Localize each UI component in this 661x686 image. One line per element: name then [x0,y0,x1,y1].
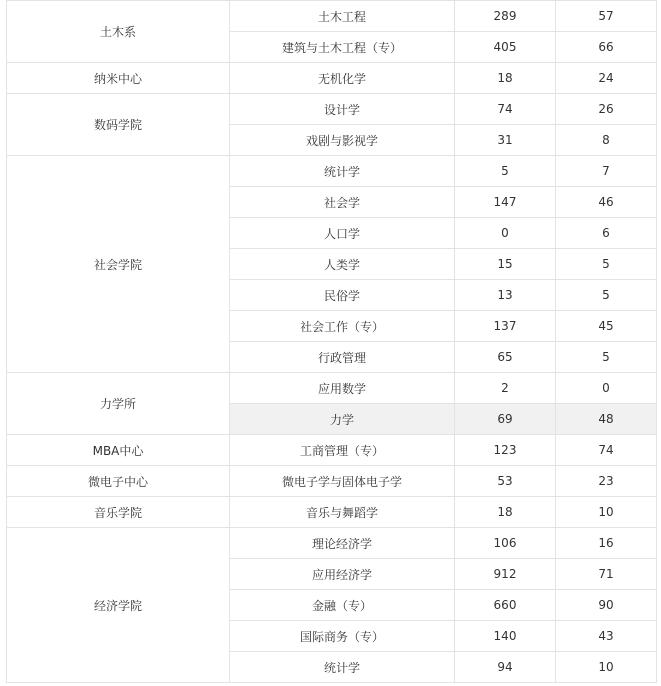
count-a-cell: 53 [455,466,556,497]
major-cell: 土木工程 [230,1,455,32]
count-a-cell: 289 [455,1,556,32]
major-cell: 设计学 [230,94,455,125]
count-b-cell: 90 [556,590,657,621]
count-b-cell: 66 [556,32,657,63]
major-cell: 应用经济学 [230,559,455,590]
table-row [7,94,657,125]
major-cell: 社会学 [230,187,455,218]
major-cell: 金融（专） [230,590,455,621]
major-cell: 行政管理 [230,342,455,373]
major-cell: 统计学 [230,652,455,683]
table-row [7,156,657,187]
count-b-cell: 48 [556,404,657,435]
count-a-cell: 15 [455,249,556,280]
count-a-cell: 106 [455,528,556,559]
table-row [7,528,657,559]
count-a-cell: 5 [455,156,556,187]
count-b-cell: 23 [556,466,657,497]
count-a-cell: 405 [455,32,556,63]
major-cell: 戏剧与影视学 [230,125,455,156]
count-b-cell: 45 [556,311,657,342]
count-a-cell: 2 [455,373,556,404]
major-cell: 国际商务（专） [230,621,455,652]
count-a-cell: 31 [455,125,556,156]
count-a-cell: 140 [455,621,556,652]
department-cell: 音乐学院 [7,497,230,528]
count-b-cell: 7 [556,156,657,187]
count-a-cell: 69 [455,404,556,435]
table-row [7,466,657,497]
department-cell: 经济学院 [7,528,230,683]
table-row [7,63,657,94]
major-cell: 民俗学 [230,280,455,311]
count-b-cell: 5 [556,280,657,311]
major-cell: 音乐与舞蹈学 [230,497,455,528]
count-b-cell: 10 [556,652,657,683]
count-b-cell: 8 [556,125,657,156]
table-row [7,1,657,32]
count-b-cell: 46 [556,187,657,218]
department-cell: 数码学院 [7,94,230,156]
count-b-cell: 26 [556,94,657,125]
department-cell: 土木系 [7,1,230,63]
major-cell: 建筑与土木工程（专） [230,32,455,63]
count-a-cell: 74 [455,94,556,125]
count-b-cell: 5 [556,249,657,280]
count-a-cell: 660 [455,590,556,621]
department-cell: 微电子中心 [7,466,230,497]
count-b-cell: 16 [556,528,657,559]
count-b-cell: 10 [556,497,657,528]
major-cell: 无机化学 [230,63,455,94]
count-a-cell: 123 [455,435,556,466]
count-a-cell: 0 [455,218,556,249]
count-a-cell: 13 [455,280,556,311]
table-body [7,1,657,683]
count-a-cell: 18 [455,497,556,528]
major-cell: 微电子学与固体电子学 [230,466,455,497]
count-b-cell: 24 [556,63,657,94]
count-b-cell: 6 [556,218,657,249]
table-row [7,373,657,404]
count-a-cell: 94 [455,652,556,683]
table-row [7,435,657,466]
count-a-cell: 137 [455,311,556,342]
count-b-cell: 71 [556,559,657,590]
major-cell: 人口学 [230,218,455,249]
count-b-cell: 43 [556,621,657,652]
table-row [7,497,657,528]
major-cell: 人类学 [230,249,455,280]
major-cell: 统计学 [230,156,455,187]
count-b-cell: 57 [556,1,657,32]
count-b-cell: 0 [556,373,657,404]
count-b-cell: 5 [556,342,657,373]
enrollment-table [6,0,657,683]
department-cell: 力学所 [7,373,230,435]
major-cell: 工商管理（专） [230,435,455,466]
major-cell: 力学 [230,404,455,435]
count-a-cell: 912 [455,559,556,590]
count-a-cell: 147 [455,187,556,218]
major-cell: 理论经济学 [230,528,455,559]
count-a-cell: 18 [455,63,556,94]
count-b-cell: 74 [556,435,657,466]
department-cell: 社会学院 [7,156,230,373]
major-cell: 应用数学 [230,373,455,404]
department-cell: MBA中心 [7,435,230,466]
department-cell: 纳米中心 [7,63,230,94]
major-cell: 社会工作（专） [230,311,455,342]
count-a-cell: 65 [455,342,556,373]
